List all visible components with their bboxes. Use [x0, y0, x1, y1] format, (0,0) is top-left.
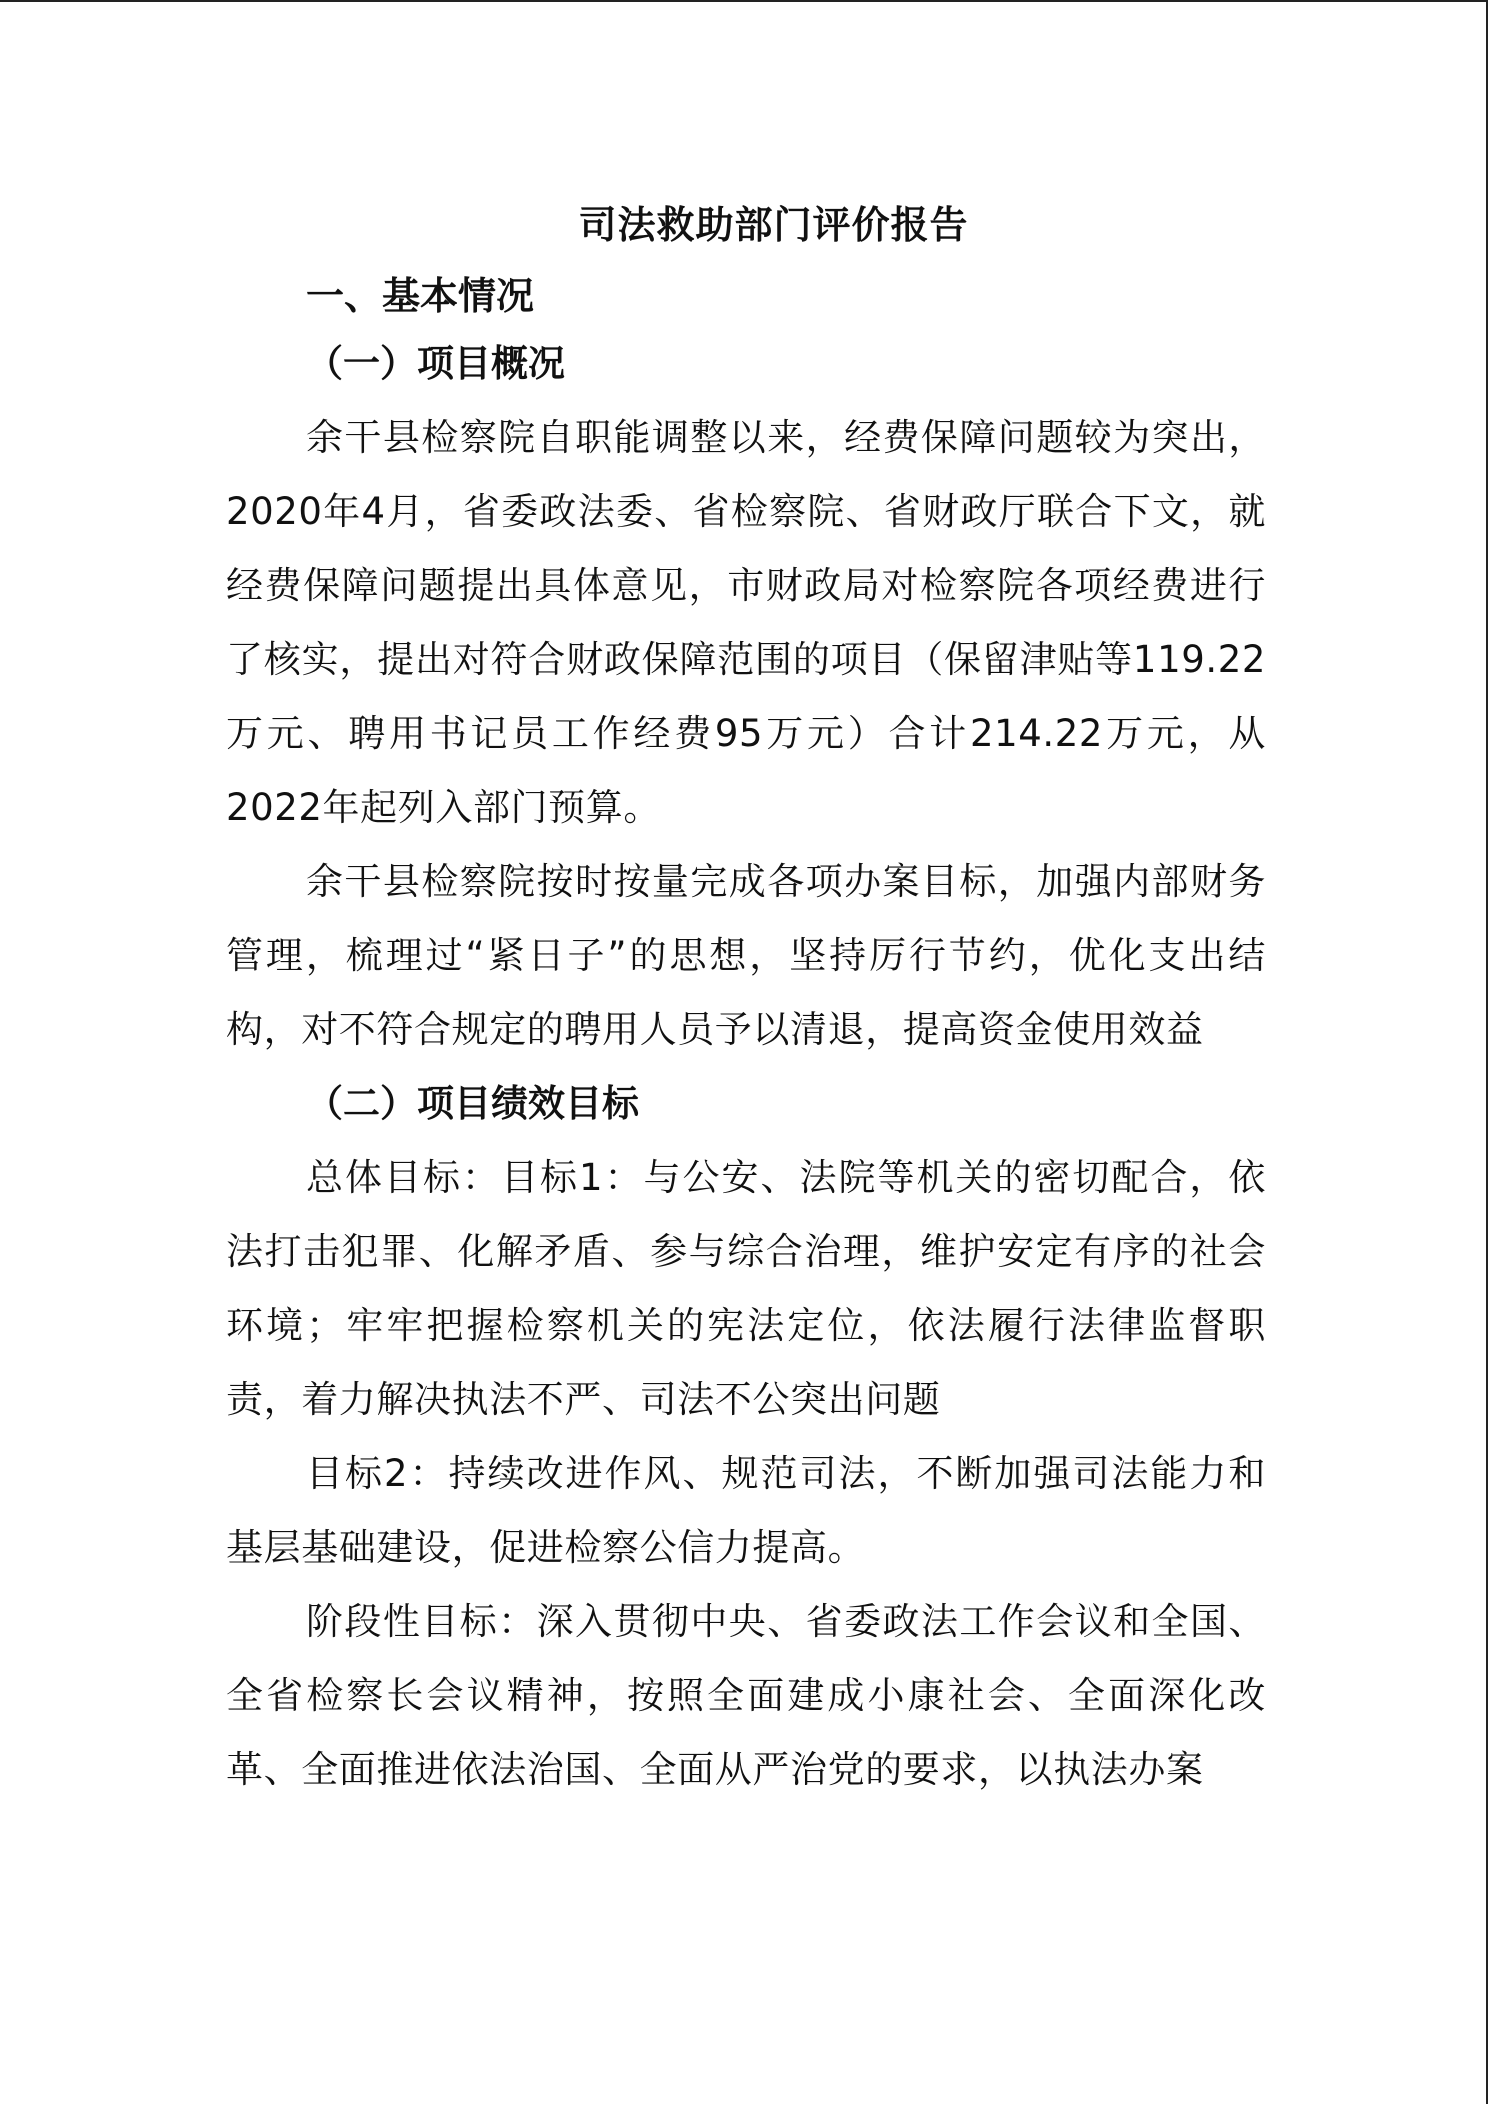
subsection-heading-project-overview: （一）项目概况 [306, 342, 565, 385]
paragraph-phase-goal: 阶段性目标：深入贯彻中央、省委政法工作会议和全国、全省检察长会议精神，按照全面建成小康社会、全面深化改革、全面推进依法治国、全面从严治党的要求，以执法办案 [226, 1600, 1266, 1791]
document-body [226, 195, 1266, 1807]
document-title: 司法救助部门评价报告 [578, 203, 969, 247]
section-heading-basic-info: 一、基本情况 [306, 274, 535, 318]
subsection-heading-performance-goals: （二）项目绩效目标 [306, 1082, 639, 1125]
paragraph-financial-management: 余干县检察院按时按量完成各项办案目标，加强内部财务管理，梳理过“紧日子”的思想，坚持厉行节约，优化支出结构，对不符合规定的聘用人员予以清退，提高资金使用效益 [226, 860, 1266, 1051]
paragraph-funding-background: 余干县检察院自职能调整以来，经费保障问题较为突出，2020年4月，省委政法委、省检察院、省财政厅联合下文，就经费保障问题提出具体意见，市财政局对检察院各项经费进行了核实，提出对符合财政保障范围的项目（保留津贴等119.22万元、聘用书记员工作经费95万元）合计214.22万元，从2022年起列入部门预算。 [226, 416, 1266, 829]
paragraph-overall-goal-1: 总体目标：目标1：与公安、法院等机关的密切配合，依法打击犯罪、化解矛盾、参与综合治理，维护安定有序的社会环境；牢牢把握检察机关的宪法定位，依法履行法律监督职责，着力解决执法不严、司法不公突出问题 [226, 1156, 1266, 1421]
paragraph-goal-2: 目标2：持续改进作风、规范司法，不断加强司法能力和基层基础建设，促进检察公信力提高。 [226, 1452, 1266, 1569]
